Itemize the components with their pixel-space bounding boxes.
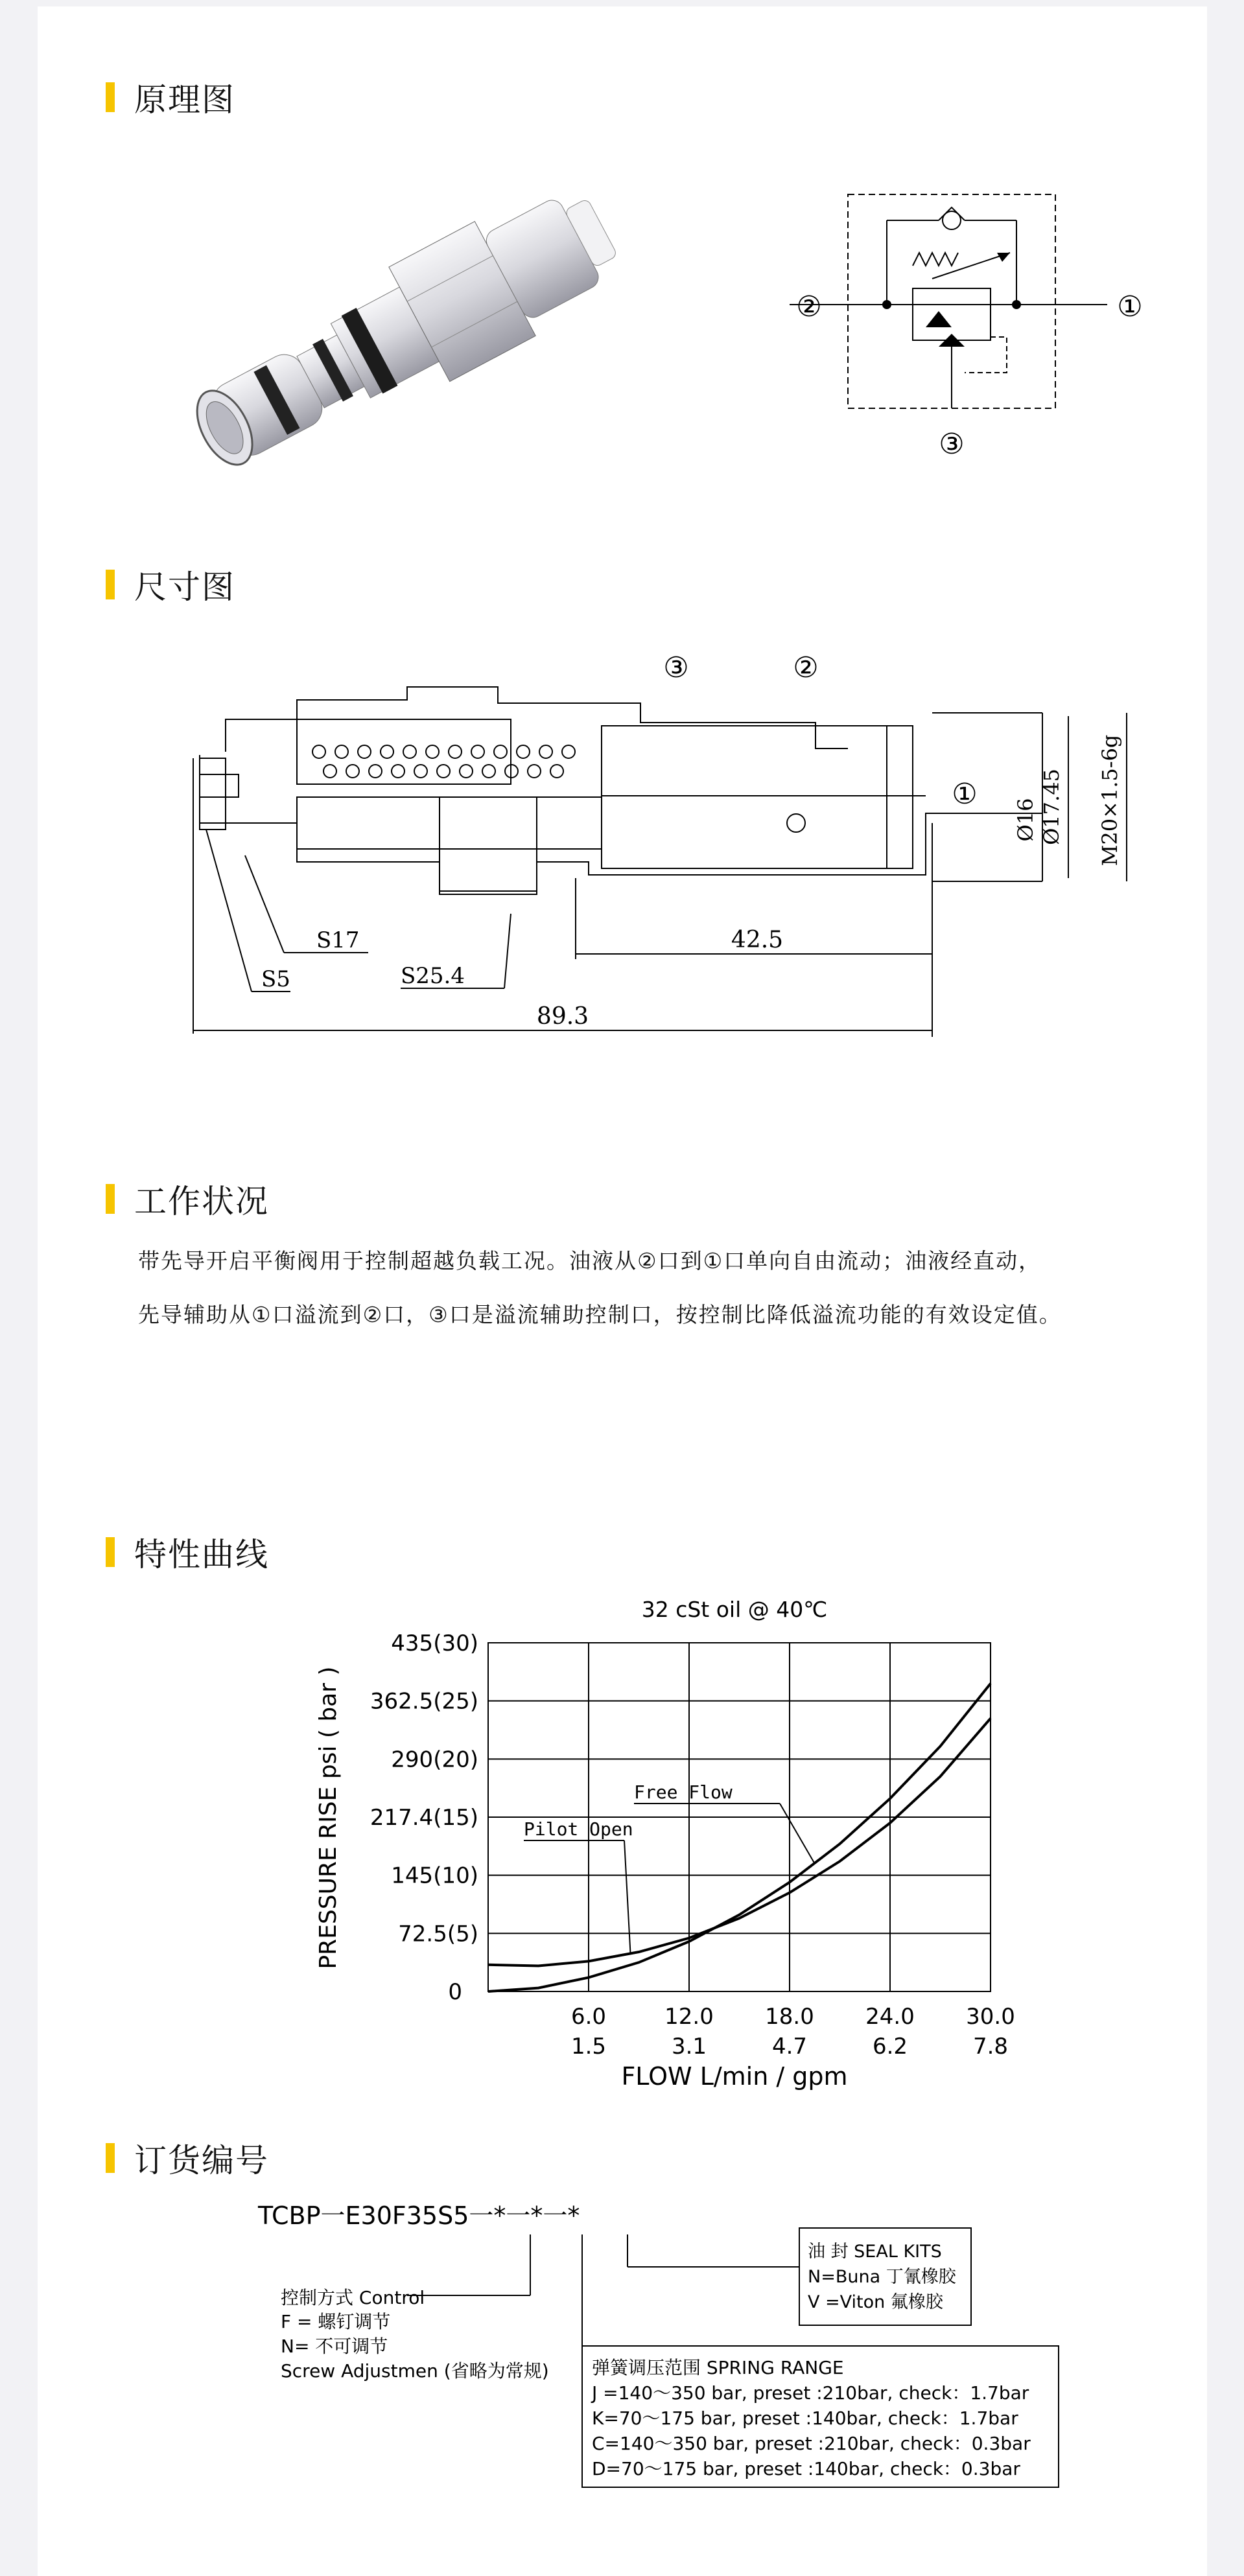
- x-tick-label-gpm: 6.2: [872, 2034, 908, 2060]
- x-tick-label: 12.0: [664, 2004, 714, 2030]
- y-tick-label: 0: [448, 1979, 462, 2005]
- symbol-port-1: ①: [1117, 290, 1143, 323]
- x-tick-label: 18.0: [765, 2004, 814, 2030]
- spring-k: K=70～175 bar, preset :140bar, check：1.7bar: [592, 2408, 1018, 2429]
- section-title: 原理图: [134, 81, 235, 119]
- chart-ylabel: PRESSURE RISE psi ( bar ): [315, 1666, 342, 1969]
- x-tick-label: 24.0: [865, 2004, 915, 2030]
- section-heading-principle: [106, 78, 235, 117]
- working-description-line-2: 先导辅助从①口溢流到②口，③口是溢流辅助控制口，按控制比降低溢流功能的有效设定值。: [138, 1302, 1062, 1327]
- dim-s5: S5: [261, 966, 290, 992]
- x-tick-label-gpm: 3.1: [671, 2034, 707, 2060]
- accent-bar: [106, 2143, 115, 2173]
- dim-dia-17-45: Ø17.45: [1039, 769, 1064, 845]
- dim-42-5: 42.5: [731, 927, 784, 953]
- model-code: TCBP一E30F35S5一*一*一*: [258, 2201, 580, 2230]
- section-title: 尺寸图: [134, 568, 235, 606]
- y-tick-label: 290(20): [391, 1746, 478, 1773]
- seal-title: 油 封 SEAL KITS: [808, 2242, 942, 2262]
- hydraulic-symbol: [738, 181, 1179, 473]
- series-line: [488, 1719, 991, 1966]
- series-label-free-flow: Free Flow: [634, 1781, 733, 1803]
- dim-port-2: ②: [793, 651, 819, 684]
- section-title: 工作状况: [134, 1183, 269, 1220]
- symbol-port-2: ②: [796, 290, 822, 323]
- characteristic-chart: [271, 1588, 1049, 2106]
- series-label-pilot-open: Pilot Open: [524, 1818, 633, 1840]
- spring-c: C=140～350 bar, preset :210bar, check：0.3bar: [592, 2433, 1031, 2454]
- dim-89-3: 89.3: [536, 1003, 589, 1030]
- control-n: N= 不可调节: [281, 2336, 388, 2357]
- dim-thread: M20×1.5-6g: [1097, 734, 1122, 866]
- dim-port-1: ①: [952, 778, 978, 811]
- dimension-drawing: [135, 648, 1159, 1050]
- x-tick-label-gpm: 1.5: [570, 2034, 607, 2060]
- dim-dia-16: Ø16: [1013, 798, 1038, 842]
- page-panel: [38, 6, 1207, 2576]
- section-heading-working: [106, 1179, 269, 1218]
- spring-d: D=70～175 bar, preset :140bar, check：0.3bar: [592, 2458, 1020, 2479]
- x-tick-label: 30.0: [966, 2004, 1015, 2030]
- x-tick-label: 6.0: [570, 2004, 607, 2030]
- chart-title: 32 cSt oil @ 40℃: [641, 1597, 828, 1622]
- accent-bar: [106, 82, 115, 112]
- accent-bar: [106, 1537, 115, 1567]
- valve-product-image: [122, 152, 653, 515]
- symbol-port-3: ③: [939, 428, 965, 461]
- section-title: 订货编号: [134, 2142, 269, 2179]
- section-title: 特性曲线: [134, 1536, 269, 1573]
- ordering-diagram: [167, 2190, 1088, 2508]
- x-tick-label-gpm: 7.8: [972, 2034, 1009, 2060]
- spring-title: 弹簧调压范围 SPRING RANGE: [592, 2357, 844, 2378]
- seal-n: N=Buna 丁氰橡胶: [808, 2267, 956, 2287]
- dim-port-3: ③: [663, 651, 689, 684]
- y-tick-label: 72.5(5): [398, 1921, 478, 1947]
- x-tick-label-gpm: 4.7: [771, 2034, 808, 2060]
- section-heading-ordering: [106, 2139, 269, 2177]
- section-heading-dimension: [106, 565, 235, 604]
- section-heading-curve: [106, 1533, 269, 1572]
- accent-bar: [106, 1184, 115, 1214]
- control-label: 控制方式 Control: [281, 2287, 425, 2308]
- y-tick-label: 145(10): [391, 1862, 478, 1889]
- dim-s25: S25.4: [401, 963, 465, 989]
- y-tick-label: 435(30): [391, 1630, 478, 1656]
- seal-v: V =Viton 氟橡胶: [808, 2292, 943, 2312]
- dim-s17: S17: [316, 927, 360, 953]
- leader-line: [624, 1840, 631, 1955]
- control-note: Screw Adjustmen (省略为常规): [281, 2360, 549, 2382]
- working-description-line-1: 带先导开启平衡阀用于控制超越负载工况。油液从②口到①口单向自由流动；油液经直动，: [138, 1248, 1042, 1273]
- chart-xlabel: FLOW L/min / gpm: [621, 2062, 848, 2091]
- spring-j: J =140～350 bar, preset :210bar, check：1.7bar: [592, 2382, 1029, 2404]
- control-f: F = 螺钉调节: [281, 2311, 391, 2332]
- accent-bar: [106, 570, 115, 599]
- y-tick-label: 362.5(25): [370, 1688, 478, 1715]
- leader-line: [780, 1804, 815, 1864]
- y-tick-label: 217.4(15): [370, 1805, 478, 1831]
